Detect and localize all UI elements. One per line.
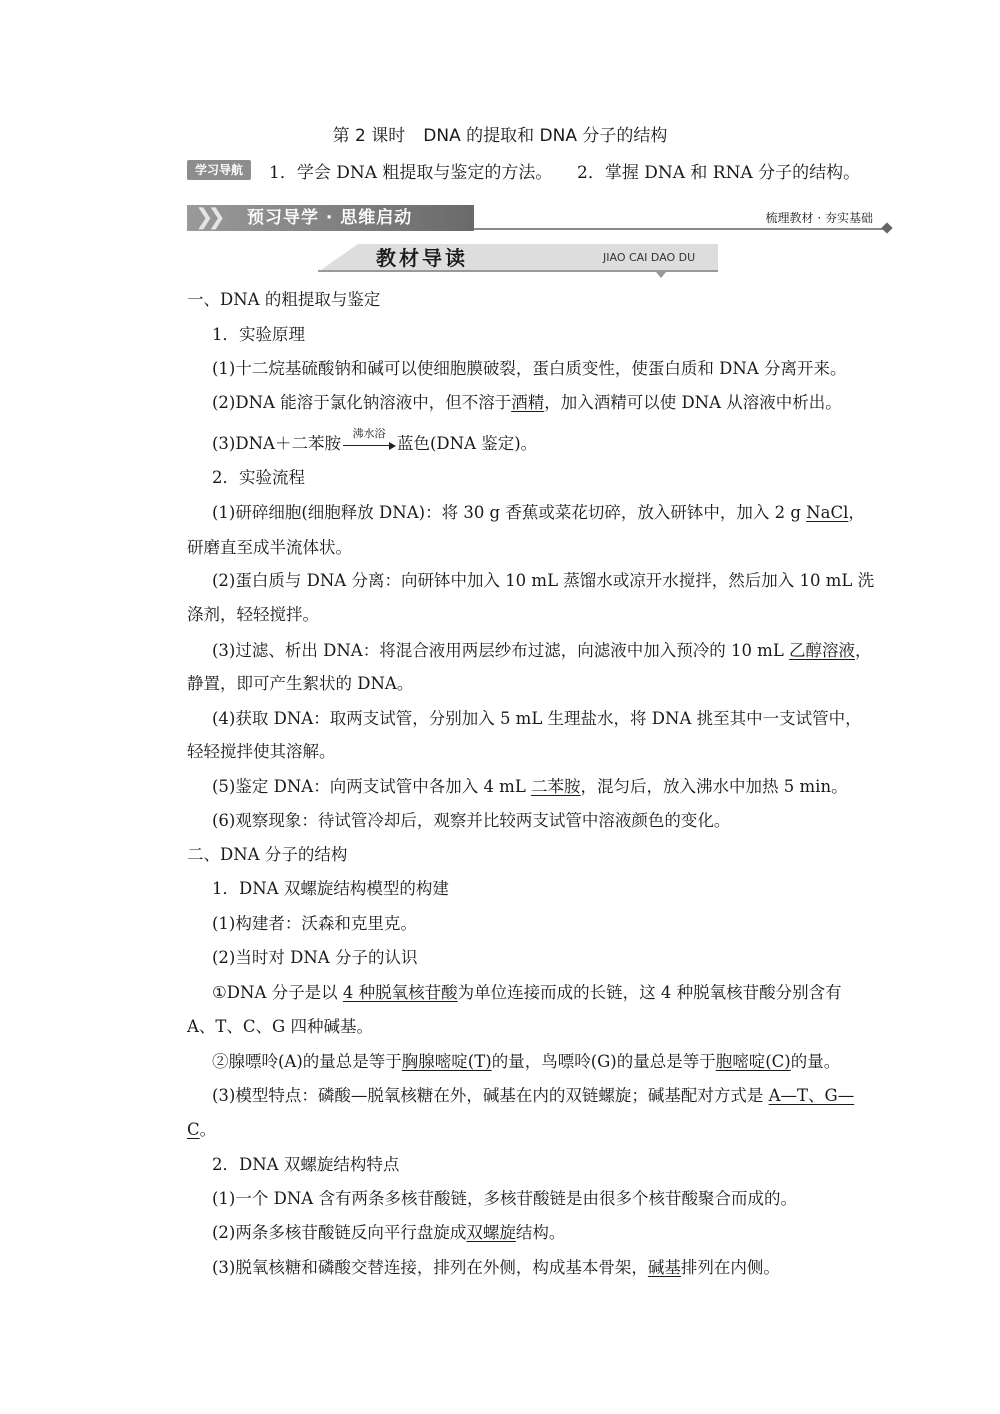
learning-guide [187, 158, 907, 186]
sub-banner-title: 教材导读 [376, 246, 468, 270]
paragraph: (3)DNA＋二苯胺 沸水浴 蓝色(DNA 鉴定)。 [212, 427, 538, 453]
paragraph: (4)获取 DNA：取两支试管，分别加入 5 mL 生理盐水，将 DNA 挑至其中一支试管中， [212, 709, 862, 728]
banner-rule [474, 228, 884, 230]
paragraph: (1)十二烷基硫酸钠和碱可以使细胞膜破裂，蛋白质变性，使蛋白质和 DNA 分离开来。 [212, 359, 847, 378]
guide-tag: 学习导航 [187, 160, 251, 180]
paragraph: (3)脱氧核糖和磷酸交替连接，排列在外侧，构成基本骨架，碱基排列在内侧。 [212, 1258, 780, 1277]
paragraph: (6)观察现象：待试管冷却后，观察并比较两支试管中溶液颜色的变化。 [212, 811, 731, 830]
paragraph: (2)当时对 DNA 分子的认识 [212, 948, 418, 967]
guide-item-1: 1．学会 DNA 粗提取与鉴定的方法。 [269, 163, 553, 183]
lesson-title [0, 121, 1000, 146]
paragraph-continued: 涤剂，轻轻搅拌。 [187, 605, 319, 624]
guide-item-2: 2．掌握 DNA 和 RNA 分子的结构。 [577, 163, 861, 183]
banner-right-text: 梳理教材 · 夯实基础 [765, 211, 873, 225]
paragraph-continued: 静置，即可产生絮状的 DNA。 [187, 674, 414, 693]
paragraph: (5)鉴定 DNA：向两支试管中各加入 4 mL 二苯胺，混匀后，放入沸水中加热 5 min。 [212, 777, 848, 796]
paragraph: (2)两条多核苷酸链反向平行盘旋成双螺旋结构。 [212, 1223, 566, 1242]
lesson-number: 第 2 课时 [332, 126, 406, 146]
subsection-heading: 2．DNA 双螺旋结构特点 [212, 1155, 400, 1174]
paragraph: (3)过滤、析出 DNA：将混合液用两层纱布过滤，向滤液中加入预冷的 10 mL 乙醇溶液， [212, 641, 872, 660]
banner-title: 预习导学 · 思维启动 [247, 208, 413, 228]
paragraph-continued: C。 [187, 1120, 217, 1139]
paragraph: (3)模型特点：磷酸—脱氧核糖在外，碱基在内的双链螺旋；碱基配对方式是 A—T、G— [212, 1086, 855, 1105]
paragraph: (1)研碎细胞(细胞释放 DNA)：将 30 g 香蕉或菜花切碎，放入研钵中，加入 2 g NaCl， [212, 503, 865, 522]
paragraph: (1)一个 DNA 含有两条多核苷酸链，多核苷酸链是由很多个核苷酸聚合而成的。 [212, 1189, 797, 1208]
section-banner [187, 205, 907, 233]
subsection-heading: 2．实验流程 [212, 468, 305, 487]
reaction-arrow-icon: 沸水浴 [341, 433, 397, 455]
paragraph-continued: 轻轻搅拌使其溶解。 [187, 742, 336, 761]
lesson-name: DNA 的提取和 DNA 分子的结构 [423, 126, 668, 146]
diamond-icon [881, 222, 892, 233]
section-heading-2: 二、DNA 分子的结构 [187, 845, 348, 864]
paragraph: ①DNA 分子是以 4 种脱氧核苷酸为单位连接而成的长链，这 4 种脱氧核苷酸分别含有 [212, 983, 842, 1002]
paragraph: (2)DNA 能溶于氯化钠溶液中，但不溶于酒精，加入酒精可以使 DNA 从溶液中析出。 [212, 393, 842, 412]
subsection-heading: 1．实验原理 [212, 325, 305, 344]
sub-banner [318, 244, 718, 274]
section-heading-1: 一、DNA 的粗提取与鉴定 [187, 290, 381, 309]
paragraph: (1)构建者：沃森和克里克。 [212, 914, 417, 933]
double-chevron-icon: ❯❯ [195, 205, 220, 230]
paragraph-continued: A、T、C、G 四种碱基。 [187, 1017, 373, 1036]
sub-banner-pinyin: JIAO CAI DAO DU [603, 251, 696, 264]
paragraph: (2)蛋白质与 DNA 分离：向研钵中加入 10 mL 蒸馏水或凉开水搅拌，然后加入 10 mL 洗 [212, 571, 875, 590]
paragraph-continued: 研磨直至成半流体状。 [187, 538, 352, 557]
paragraph: ②腺嘌呤(A)的量总是等于胸腺嘧啶(T)的量，鸟嘌呤(G)的量总是等于胞嘧啶(C)的量。 [212, 1052, 841, 1071]
triangle-down-icon [656, 272, 666, 278]
subsection-heading: 1．DNA 双螺旋结构模型的构建 [212, 879, 449, 898]
